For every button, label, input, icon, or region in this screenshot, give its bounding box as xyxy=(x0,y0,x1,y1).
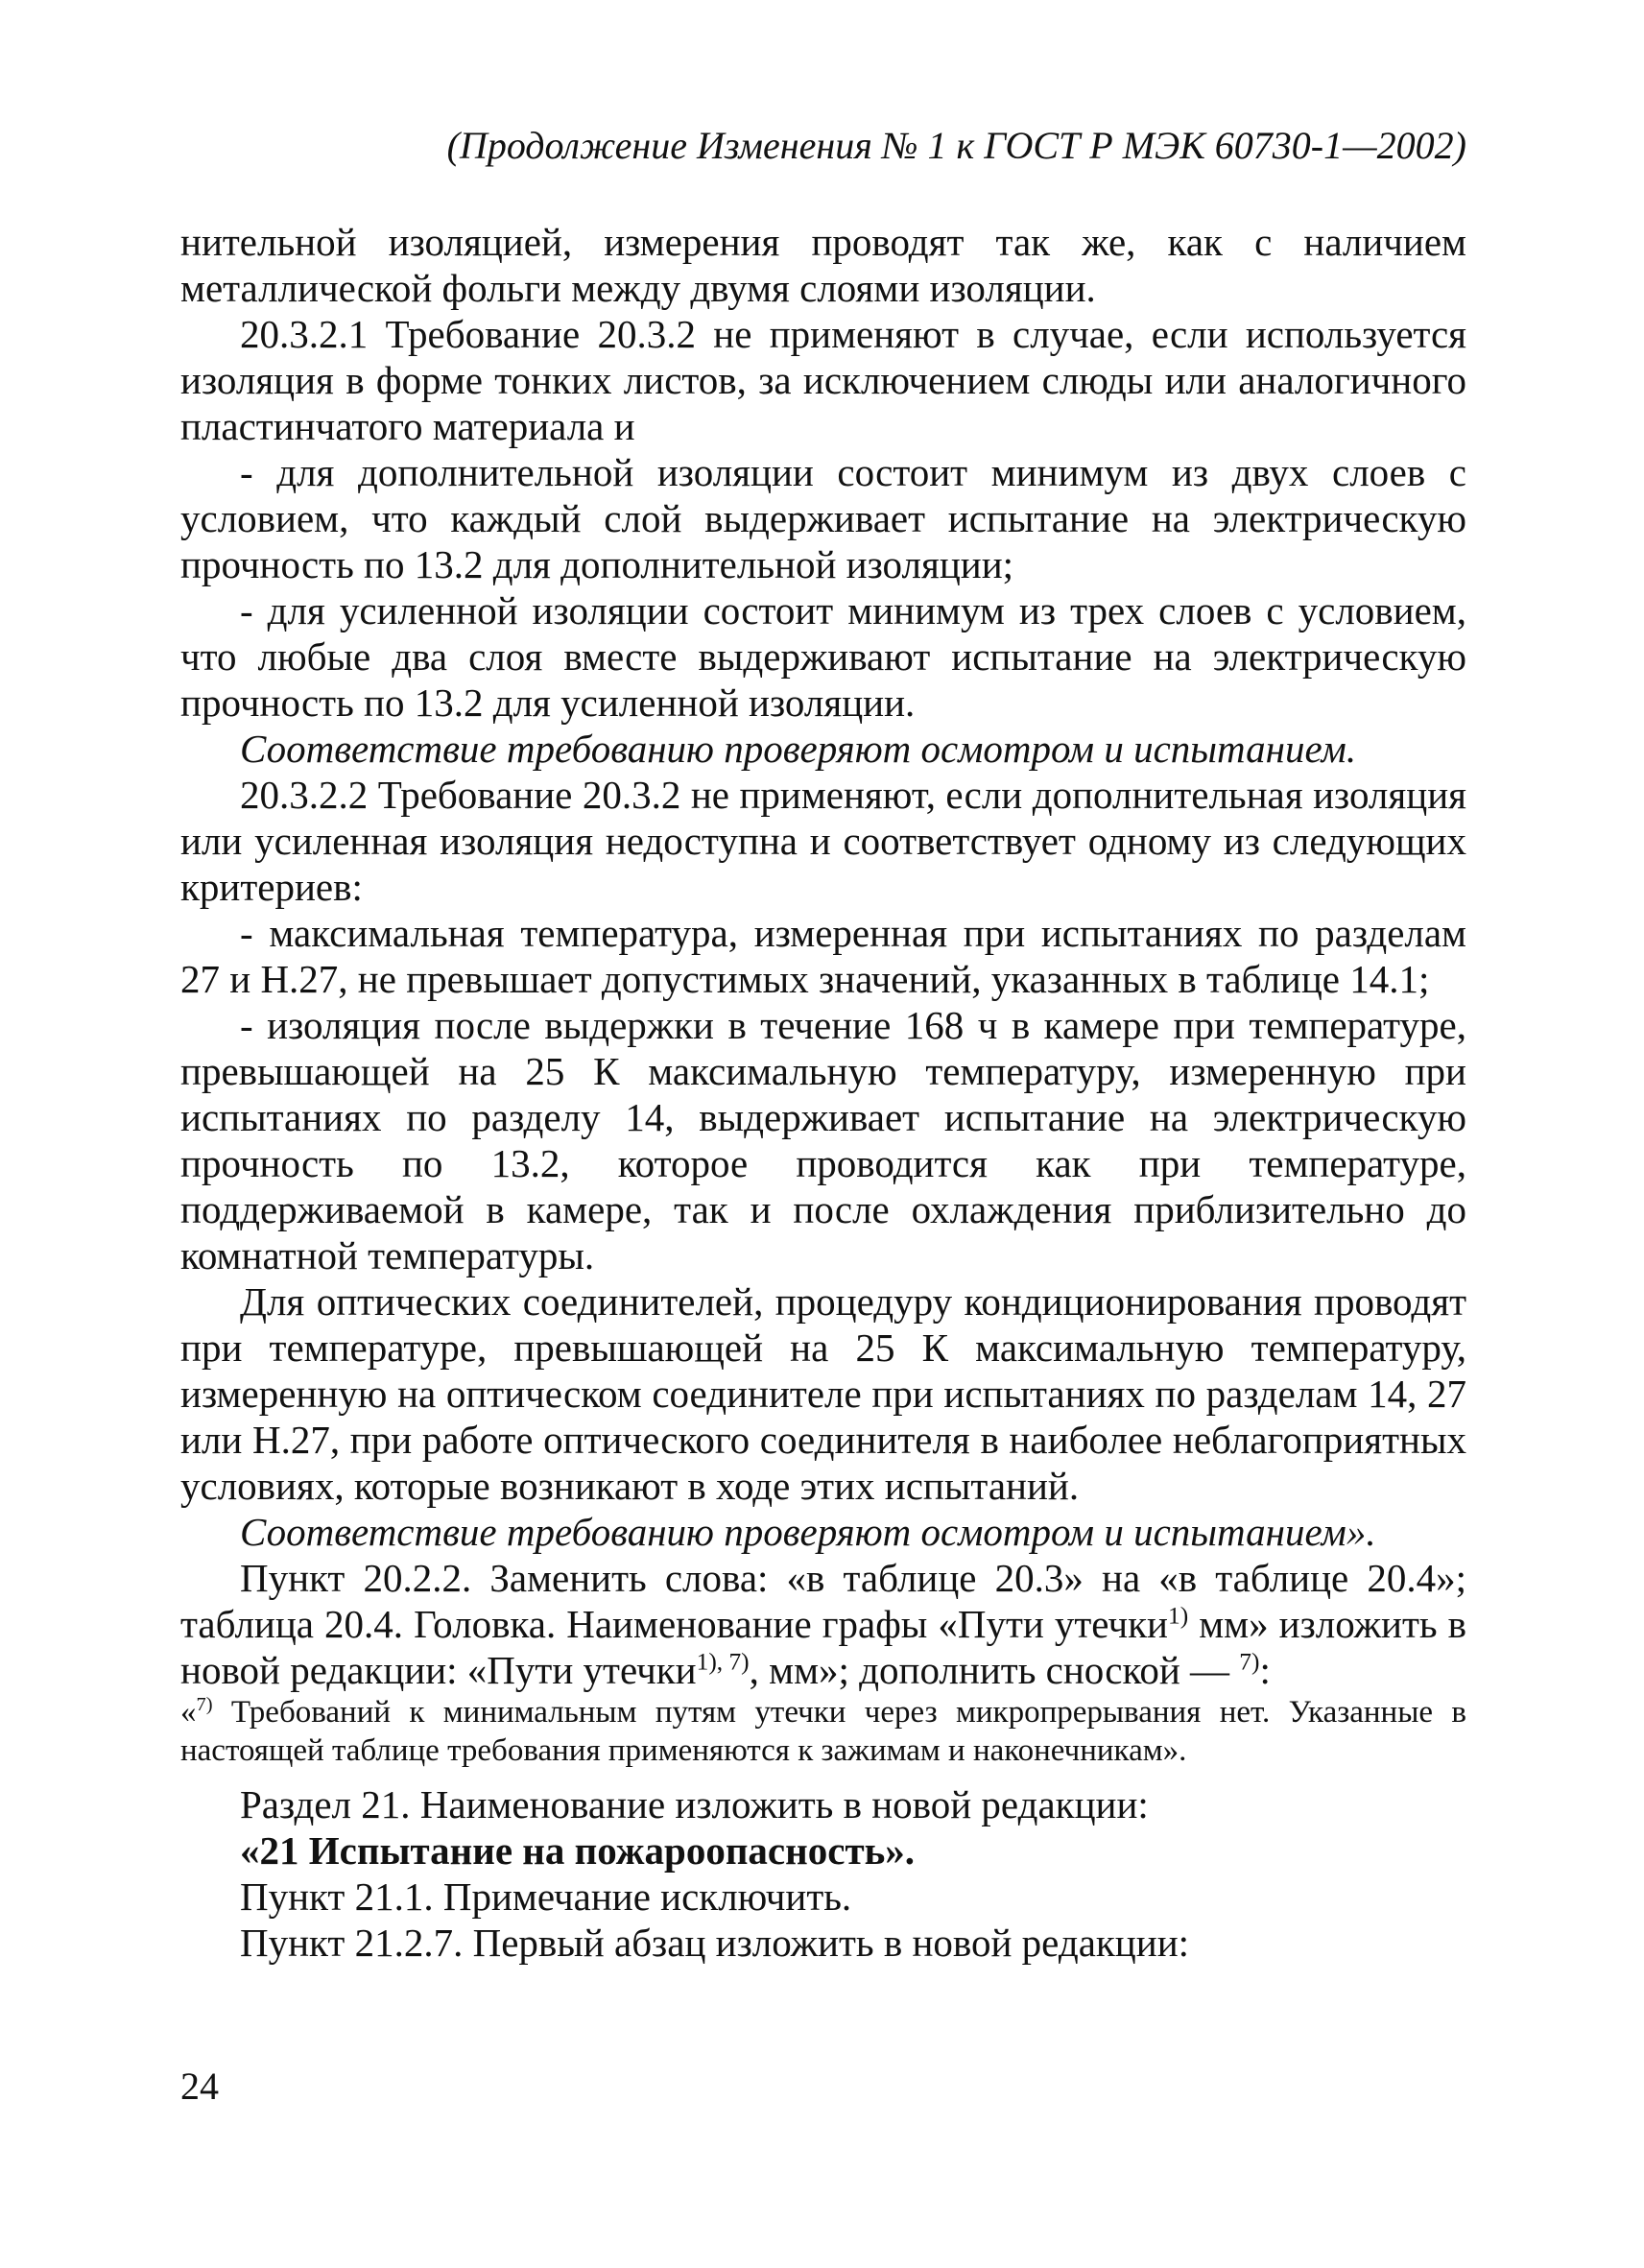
paragraph-21-2-7: Пункт 21.2.7. Первый абзац изложить в новой редакции: xyxy=(240,1921,1190,1965)
compliance-note: Соответствие требованию проверяют осмотром и испытанием. xyxy=(240,727,1357,771)
list-item-reinforced-insulation: - для усиленной изоляции состоит минимум из трех слоев с условием, что любые два слоя вместе выдерживают испытание на электрическую прочность по 13.2 для усиленной изоляции. xyxy=(180,588,1466,725)
list-item-supplementary-insulation: - для дополнительной изоляции состоит минимум из двух слоев с условием, что каждый слой выдерживает испытание на электрическую прочность по 13.2 для дополнительной изоляции; xyxy=(180,450,1466,586)
running-header: (Продолжение Изменения № 1 к ГОСТ Р МЭК 60730-1—2002) xyxy=(446,124,1466,167)
footnote-ref: 1) xyxy=(1167,1602,1189,1630)
text-run: Пункт 20.2.2. Заменить слова: «в таблице 20.3» на «в таблице 20.4»; таблица 20.4. Головка. Наименование графы «Пути утечки xyxy=(180,1556,1466,1646)
footnote-ref: 1), 7) xyxy=(696,1648,750,1676)
page-number: 24 xyxy=(180,2065,219,2108)
footnote-ref: 7) xyxy=(196,1694,213,1715)
paragraph-20-3-2-1: 20.3.2.1 Требование 20.3.2 не применяют в случае, если используется изоляция в форме тонких листов, за исключением слюды или аналогичного пластинчатого материала и xyxy=(180,312,1466,448)
body-text xyxy=(180,219,1466,1966)
paragraph-20-2-2 xyxy=(180,1555,1466,1693)
text-run: « xyxy=(180,1695,197,1730)
compliance-note-closing: Соответствие требованию проверяют осмотром и испытанием». xyxy=(240,1510,1376,1554)
text-run: , мм»; дополнить сноской — xyxy=(749,1648,1240,1692)
document-page xyxy=(180,0,1466,2268)
paragraph-20-3-2-2: 20.3.2.2 Требование 20.3.2 не применяют, если дополнительная изоляция или усиленная изоляция недоступна и соответствует одному из следующих критериев: xyxy=(180,773,1466,909)
footnote-ref: 7) xyxy=(1239,1648,1260,1676)
paragraph-section-21: Раздел 21. Наименование изложить в новой редакции: xyxy=(240,1782,1149,1826)
paragraph-21-1: Пункт 21.1. Примечание исключить. xyxy=(240,1874,852,1919)
text-run: : xyxy=(1259,1648,1271,1692)
footnote-text xyxy=(180,1693,1466,1770)
list-item-max-temperature: - максимальная температура, измеренная при испытаниях по разделам 27 и Н.27, не превышает допустимых значений, указанных в таблице 14.1; xyxy=(180,911,1466,1001)
list-item-aging-test: - изоляция после выдержки в течение 168 ч в камере при температуре, превышающей на 25 К максимальную температуру, измеренную при испытаниях по разделу 14, выдерживает испытание на электрическую прочность по 13.2, которое проводится как при температуре, поддерживаемой в камере, так и после охлаждения приблизительно до комнатной температуры. xyxy=(180,1003,1466,1277)
paragraph-continuation: нительной изоляцией, измерения проводят так же, как с наличием металлической фольги между двумя слоями изоляции. xyxy=(180,220,1466,310)
section-21-title: «21 Испытание на пожароопасность». xyxy=(240,1828,916,1873)
paragraph-optical-couplers: Для оптических соединителей, процедуру кондиционирования проводят при температуре, превышающей на 25 К максимальную температуру, измеренную на оптическом соединителе при испытаниях по разделам 14, 27 или Н.27, при работе оптического соединителя в наиболее неблагоприятных условиях, которые возникают в ходе этих испытаний. xyxy=(180,1279,1466,1508)
text-run: мм» изложить в новой редакции: «Пути утечки xyxy=(180,1602,1466,1692)
spacer xyxy=(180,1770,1466,1781)
text-run: Требований к минимальным путям утечки через микропрерывания нет. Указанные в настоящей таблице требования применяются к зажимам и наконечникам». xyxy=(180,1695,1466,1768)
